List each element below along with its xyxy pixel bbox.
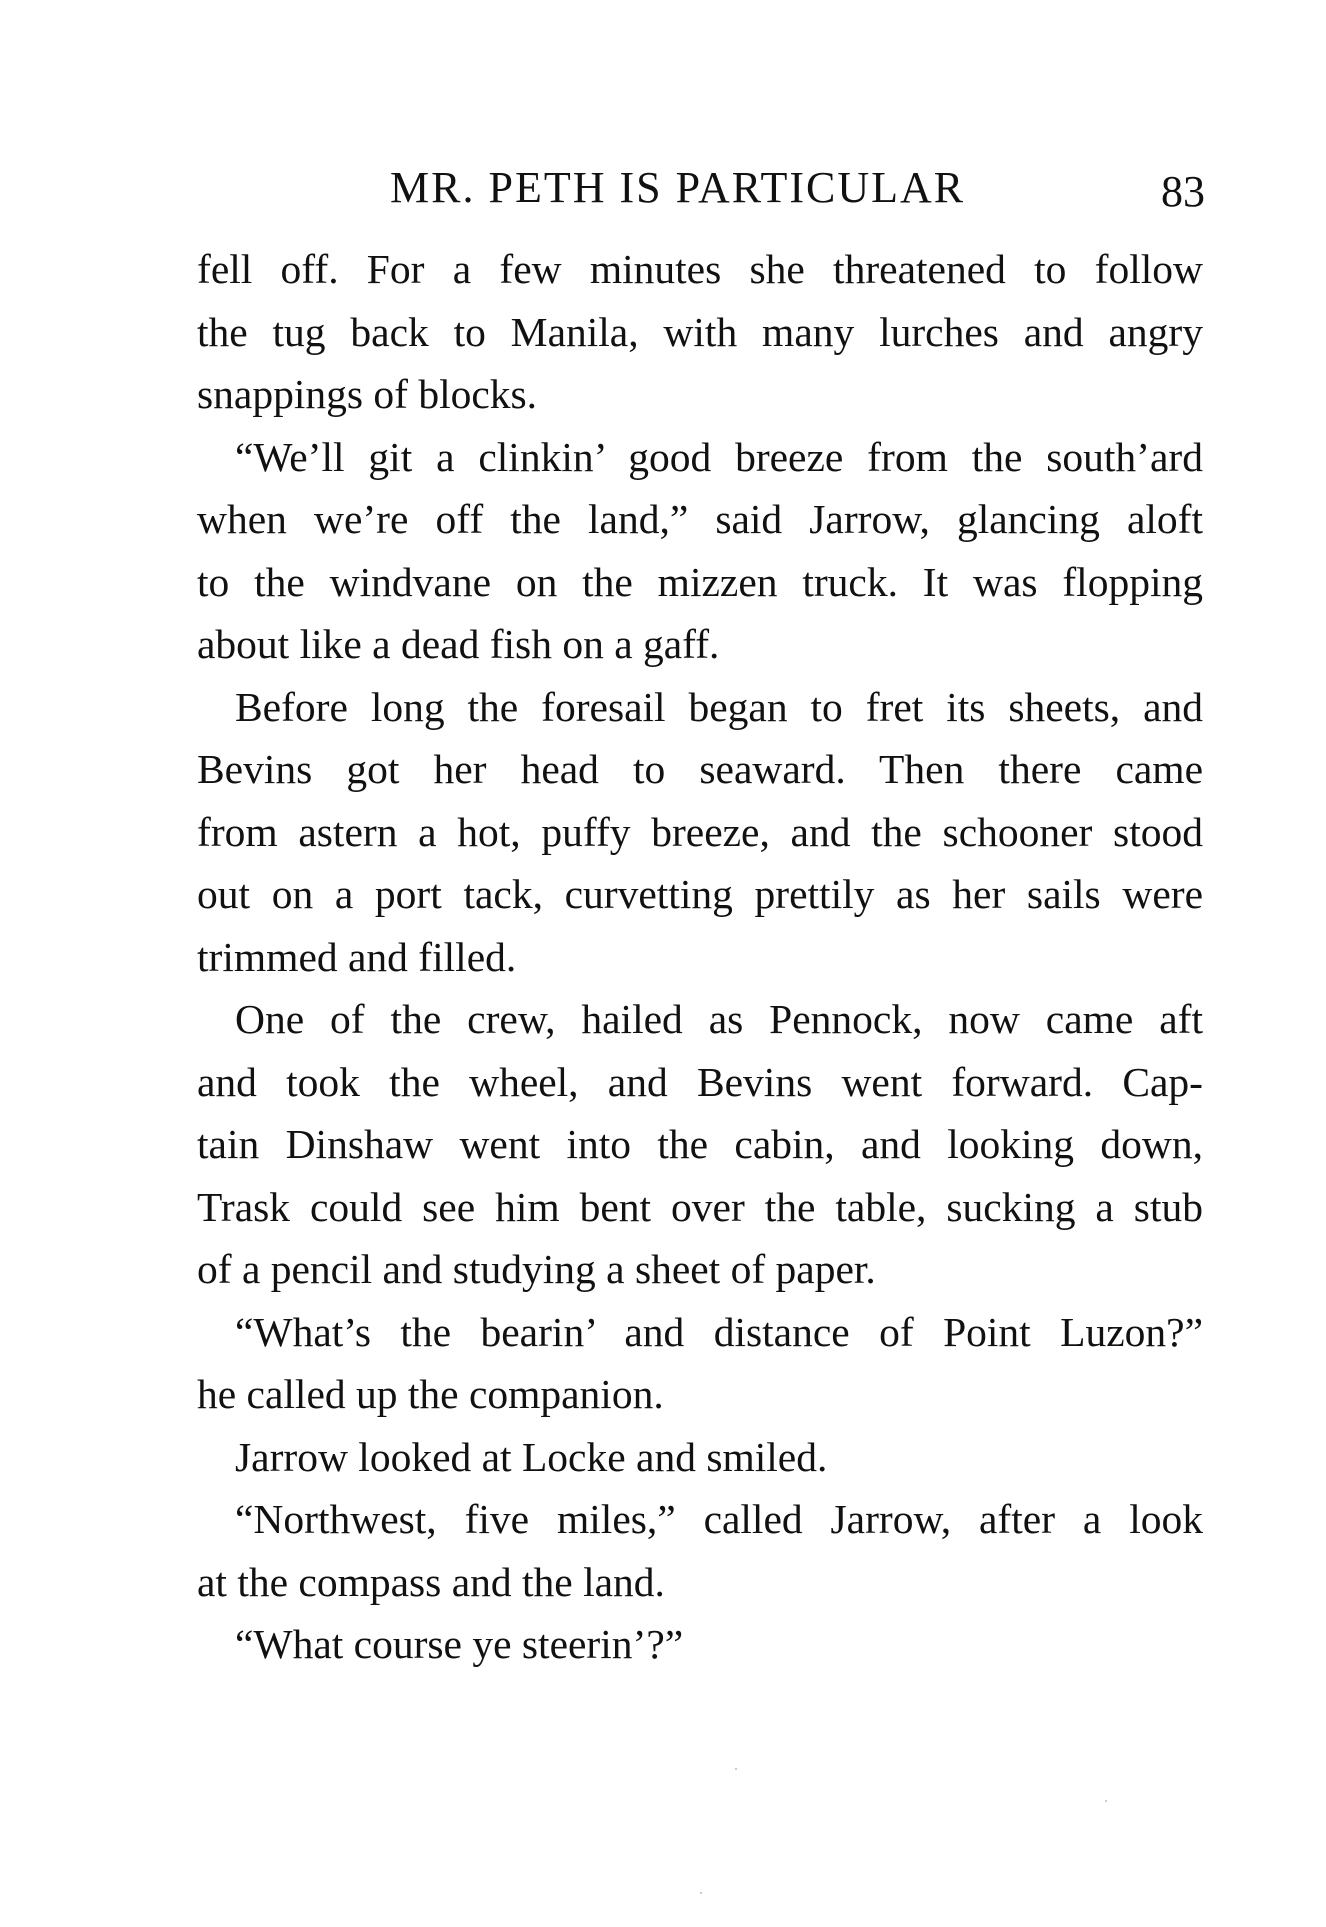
running-head: [195, 158, 1205, 218]
text-line: Before long the foresail began to fret its sheets, and: [235, 683, 1203, 730]
text-line: from astern a hot, puffy breeze, and the schooner stood: [197, 808, 1203, 855]
text-line: the tug back to Manila, with many lurches and angry: [197, 308, 1203, 355]
paper-speck: [1105, 1800, 1107, 1802]
text-line: “We’ll git a clinkin’ good breeze from the south’ard: [235, 433, 1203, 480]
paragraph: [197, 988, 1203, 1301]
text-line: “What’s the bearin’ and distance of Point Luzon?”: [235, 1308, 1203, 1355]
text-line: he called up the companion.: [197, 1371, 664, 1417]
text-line: One of the crew, hailed as Pennock, now came aft: [235, 996, 1203, 1042]
text-line: “Northwest, five miles,” called Jarrow, after a look: [235, 1496, 1203, 1542]
text-line: and took the wheel, and Bevins went forward. Cap-: [197, 1058, 1203, 1105]
body-text: [197, 238, 1203, 1676]
page-number: 83: [1161, 167, 1205, 216]
running-title: MR. PETH IS PARTICULAR: [390, 163, 966, 212]
text-line: Jarrow looked at Locke and smiled.: [235, 1433, 828, 1480]
text-line: of a pencil and studying a sheet of paper.: [197, 1246, 876, 1292]
paper-speck: [700, 1892, 702, 1894]
text-line: trimmed and filled.: [197, 933, 517, 980]
text-line: about like a dead fish on a gaff.: [197, 621, 720, 667]
paragraph: [197, 676, 1203, 989]
paragraph: [197, 1301, 1203, 1426]
text-line: Trask could see him bent over the table, sucking a stub: [197, 1183, 1203, 1230]
text-line: out on a port tack, curvetting prettily as her sails were: [197, 871, 1203, 917]
text-line: snappings of blocks.: [197, 371, 538, 417]
paragraph: [197, 1488, 1203, 1613]
text-line: “What course ye steerin’?”: [235, 1621, 684, 1667]
paragraph: [197, 1426, 1203, 1489]
text-line: at the compass and the land.: [197, 1558, 665, 1605]
paragraph: [197, 1613, 1203, 1676]
paragraph: [197, 238, 1203, 426]
text-line: to the windvane on the mizzen truck. It was flopping: [197, 558, 1203, 605]
text-line: fell off. For a few minutes she threatened to follow: [197, 246, 1203, 292]
text-line: tain Dinshaw went into the cabin, and looking down,: [197, 1121, 1203, 1167]
paper-speck: [735, 1768, 737, 1770]
text-line: when we’re off the land,” said Jarrow, glancing aloft: [197, 496, 1203, 542]
text-line: Bevins got her head to seaward. Then there came: [197, 746, 1203, 792]
paragraph: [197, 426, 1203, 676]
